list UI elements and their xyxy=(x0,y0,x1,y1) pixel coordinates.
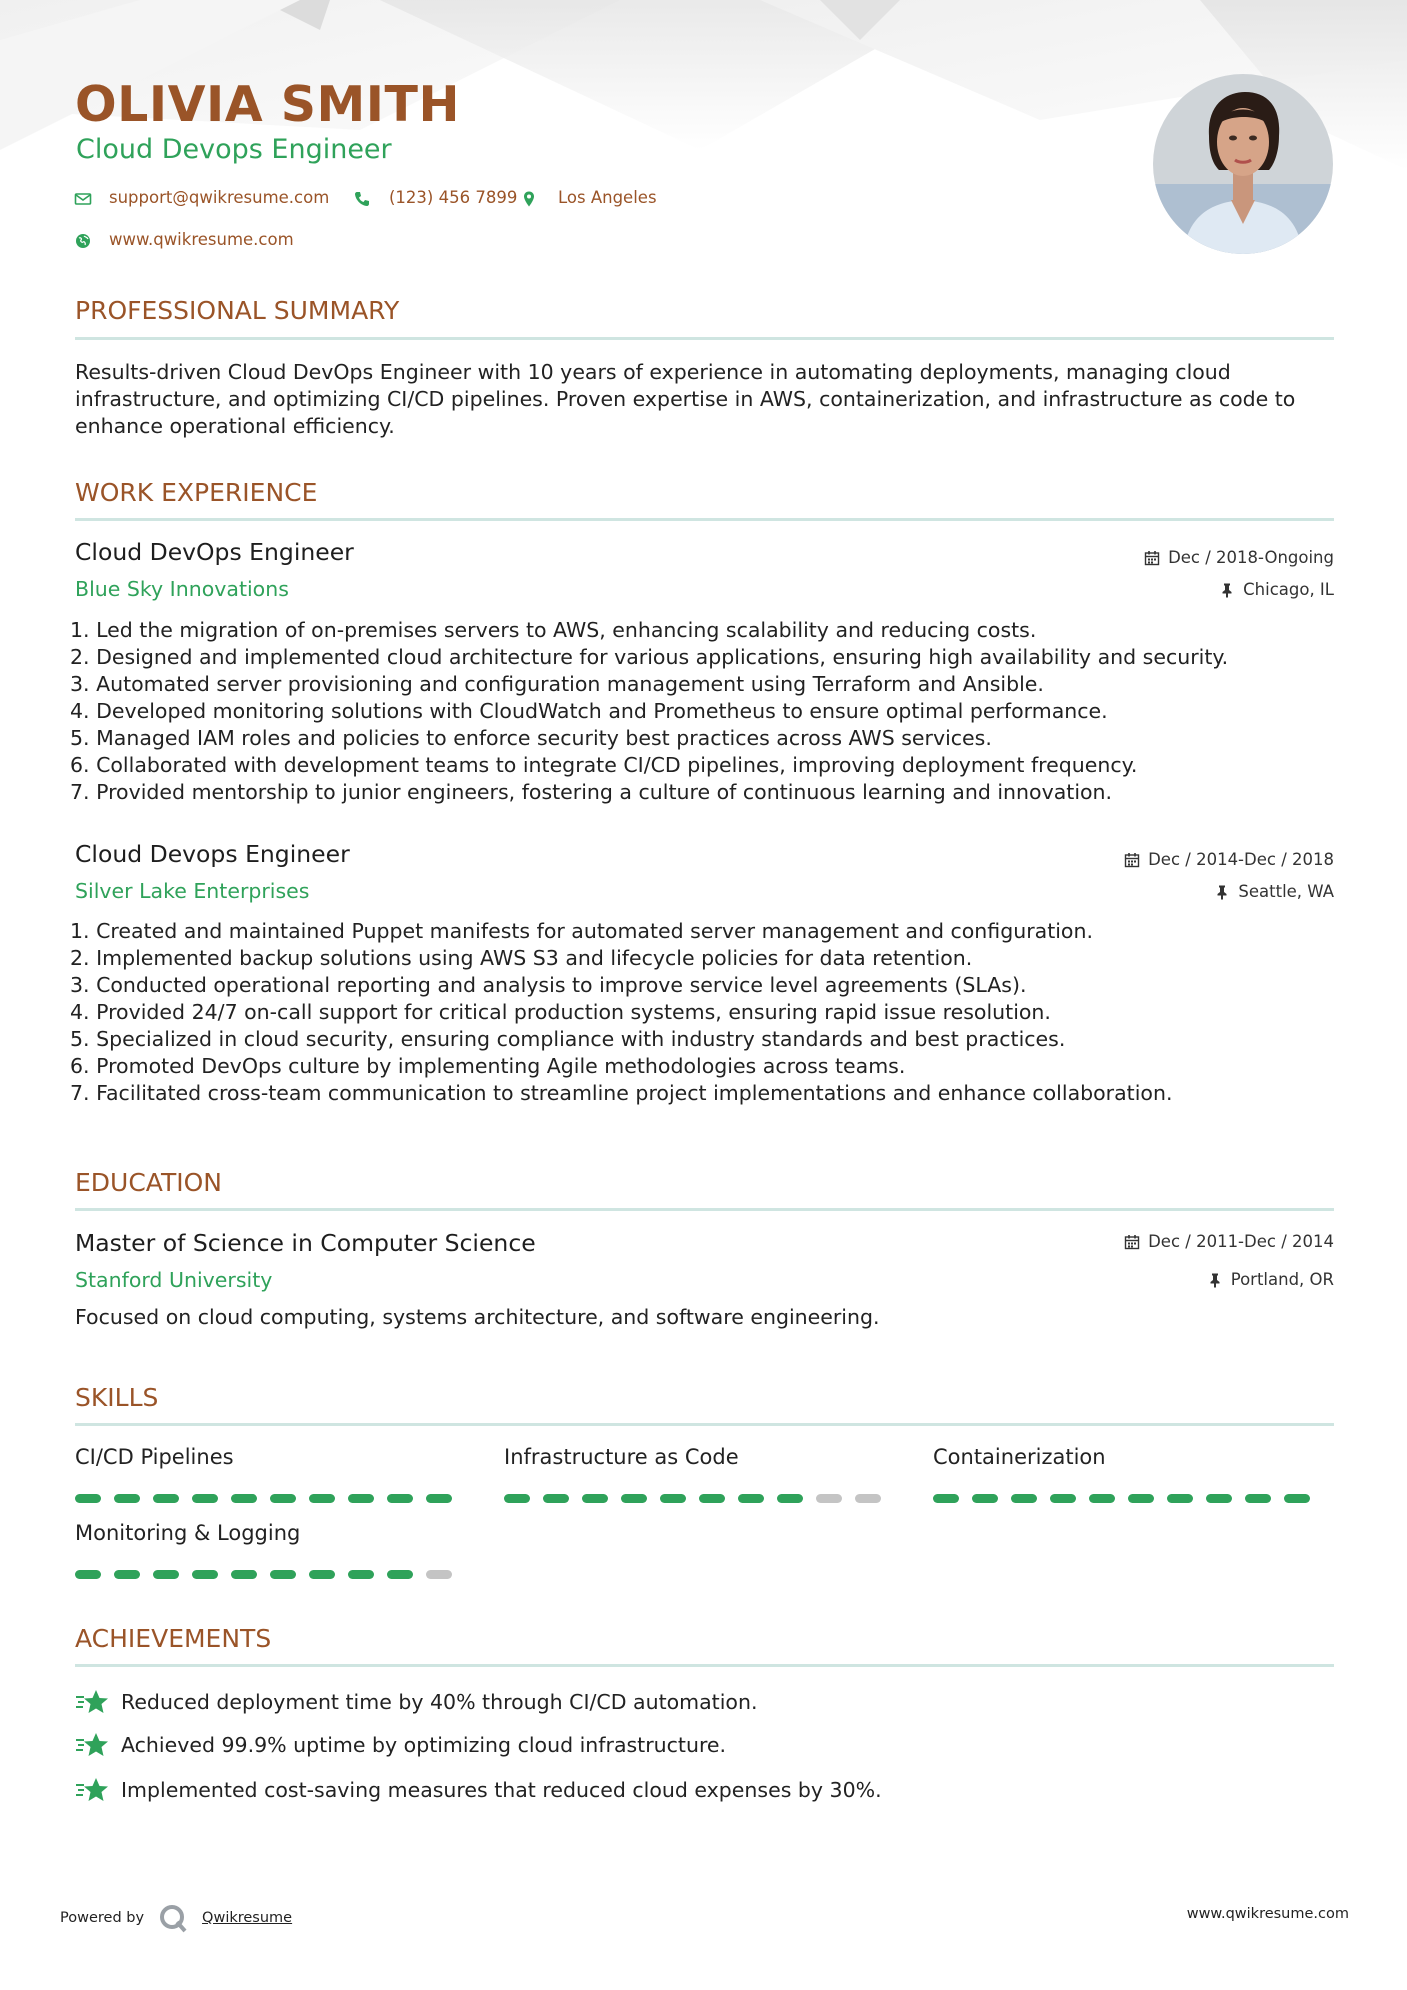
skill-name: Containerization xyxy=(933,1445,1106,1469)
job-duties-list xyxy=(70,918,1172,1107)
skill-dash xyxy=(855,1494,881,1503)
job-location xyxy=(1214,882,1334,901)
skill-dash xyxy=(426,1570,452,1579)
skill-dash xyxy=(387,1494,413,1503)
list-item: 7. Facilitated cross-team communication to streamline project implementations and enhance collaboration. xyxy=(70,1081,1173,1105)
skill-dash xyxy=(270,1494,296,1503)
degree-title: Master of Science in Computer Science xyxy=(75,1229,536,1257)
skill-dash xyxy=(270,1570,296,1579)
list-item: 4. Provided 24/7 on-call support for critical production systems, ensuring rapid issue resolution. xyxy=(70,1000,1051,1024)
calendar-icon xyxy=(1144,550,1160,566)
skill-dash xyxy=(1128,1494,1154,1503)
job-date-text: Dec / 2014-Dec / 2018 xyxy=(1148,850,1334,869)
skill-dash xyxy=(621,1494,647,1503)
skill-dash xyxy=(504,1494,530,1503)
job-location xyxy=(1219,580,1334,599)
education-location-text: Portland, OR xyxy=(1230,1270,1334,1289)
skill-dash xyxy=(816,1494,842,1503)
job-date xyxy=(1144,548,1334,567)
job-location-text: Seattle, WA xyxy=(1238,882,1334,901)
list-item: 4. Developed monitoring solutions with CloudWatch and Prometheus to ensure optimal performance. xyxy=(70,699,1108,723)
skill-dash xyxy=(1050,1494,1076,1503)
footer-url[interactable]: www.qwikresume.com xyxy=(1186,1906,1349,1922)
skill-dash xyxy=(777,1494,803,1503)
skill-dash xyxy=(114,1494,140,1503)
globe-icon xyxy=(74,232,92,250)
skill-dash xyxy=(738,1494,764,1503)
skill-dash xyxy=(1167,1494,1193,1503)
map-marker-icon xyxy=(520,190,538,208)
list-item: 3. Automated server provisioning and configuration management using Terraform and Ansible. xyxy=(70,672,1044,696)
list-item: 3. Conducted operational reporting and analysis to improve service level agreements (SLAs). xyxy=(70,973,1027,997)
skill-dash xyxy=(933,1494,959,1503)
pushpin-icon xyxy=(1207,1272,1223,1288)
skill-name: CI/CD Pipelines xyxy=(75,1445,234,1469)
job-title: Cloud Devops Engineer xyxy=(75,840,350,868)
powered-by-label: Powered by xyxy=(60,1910,145,1926)
education-date-text: Dec / 2011-Dec / 2014 xyxy=(1148,1232,1334,1251)
education-date xyxy=(1124,1232,1334,1251)
calendar-icon xyxy=(1124,1234,1140,1250)
location-text: Los Angeles xyxy=(558,188,657,207)
company-name: Silver Lake Enterprises xyxy=(75,879,310,903)
qwikresume-logo-icon xyxy=(158,1903,188,1933)
skill-dash xyxy=(192,1494,218,1503)
section-title-achievements: ACHIEVEMENTS xyxy=(75,1624,272,1653)
job-title: Cloud DevOps Engineer xyxy=(75,538,354,566)
skill-dash xyxy=(543,1494,569,1503)
list-item: 5. Specialized in cloud security, ensuring compliance with industry standards and best practices. xyxy=(70,1027,1066,1051)
skill-dash xyxy=(153,1494,179,1503)
skill-dash xyxy=(192,1570,218,1579)
skill-dash xyxy=(1089,1494,1115,1503)
pushpin-icon xyxy=(1214,884,1230,900)
skill-dash xyxy=(114,1570,140,1579)
skill-dash xyxy=(1011,1494,1037,1503)
section-divider xyxy=(75,1664,1334,1667)
star-icon xyxy=(75,1731,109,1759)
section-title-summary: PROFESSIONAL SUMMARY xyxy=(75,296,400,325)
skill-dash xyxy=(660,1494,686,1503)
skill-dash xyxy=(972,1494,998,1503)
skill-rating xyxy=(504,1494,881,1503)
skill-dash xyxy=(231,1494,257,1503)
school-name: Stanford University xyxy=(75,1268,273,1292)
list-item: 6. Collaborated with development teams to integrate CI/CD pipelines, improving deployment frequency. xyxy=(70,753,1138,777)
achievement-item xyxy=(75,1688,757,1716)
section-title-skills: SKILLS xyxy=(75,1383,159,1412)
company-name: Blue Sky Innovations xyxy=(75,577,289,601)
skill-dash xyxy=(1206,1494,1232,1503)
job-duties-list xyxy=(70,617,1228,806)
list-item: 6. Promoted DevOps culture by implementing Agile methodologies across teams. xyxy=(70,1054,906,1078)
education-description: Focused on cloud computing, systems architecture, and software engineering. xyxy=(75,1305,880,1329)
envelope-icon xyxy=(74,190,92,208)
achievement-item xyxy=(75,1731,726,1759)
skill-dash xyxy=(1245,1494,1271,1503)
skill-dash xyxy=(699,1494,725,1503)
skill-dash xyxy=(348,1494,374,1503)
pushpin-icon xyxy=(1219,582,1235,598)
phone-icon xyxy=(353,190,371,208)
section-divider xyxy=(75,1208,1334,1211)
skill-rating xyxy=(75,1570,452,1579)
job-date xyxy=(1124,850,1334,869)
list-item: 7. Provided mentorship to junior engineers, fostering a culture of continuous learning and innovation. xyxy=(70,780,1113,804)
powered-by xyxy=(60,1903,292,1933)
skill-dash xyxy=(387,1570,413,1579)
section-divider xyxy=(75,337,1334,340)
candidate-role: Cloud Devops Engineer xyxy=(76,134,392,165)
skill-rating xyxy=(75,1494,452,1503)
section-title-education: EDUCATION xyxy=(75,1168,222,1197)
list-item: 5. Managed IAM roles and policies to enforce security best practices across AWS services. xyxy=(70,726,992,750)
skill-dash xyxy=(75,1570,101,1579)
skill-name: Infrastructure as Code xyxy=(504,1445,739,1469)
list-item: 2. Designed and implemented cloud architecture for various applications, ensuring high availability and security. xyxy=(70,645,1229,669)
section-divider xyxy=(75,1423,1334,1426)
website-link[interactable]: www.qwikresume.com xyxy=(109,230,294,249)
skill-name: Monitoring & Logging xyxy=(75,1521,301,1545)
skill-rating xyxy=(933,1494,1310,1503)
skill-dash xyxy=(426,1494,452,1503)
profile-photo xyxy=(1153,74,1333,254)
achievement-text: Achieved 99.9% uptime by optimizing cloud infrastructure. xyxy=(121,1733,727,1757)
skill-dash xyxy=(348,1570,374,1579)
skill-dash xyxy=(309,1570,335,1579)
phone-number[interactable]: (123) 456 7899 xyxy=(389,188,518,207)
skill-dash xyxy=(231,1570,257,1579)
email-link[interactable]: support@qwikresume.com xyxy=(109,188,330,207)
skill-dash xyxy=(309,1494,335,1503)
calendar-icon xyxy=(1124,852,1140,868)
achievement-text: Implemented cost-saving measures that reduced cloud expenses by 30%. xyxy=(121,1778,882,1802)
job-date-text: Dec / 2018-Ongoing xyxy=(1168,548,1334,567)
list-item: 1. Led the migration of on-premises servers to AWS, enhancing scalability and reducing costs. xyxy=(70,618,1037,642)
job-location-text: Chicago, IL xyxy=(1243,580,1334,599)
achievement-item xyxy=(75,1776,882,1804)
section-divider xyxy=(75,518,1334,521)
summary-text: Results-driven Cloud DevOps Engineer with 10 years of experience in automating deployments, managing cloud infrastructure, and optimizing CI/CD pipelines. Proven expertise in AWS, containerization, and infrastructure as code to enhance operational efficiency. xyxy=(75,360,1296,438)
education-location xyxy=(1207,1270,1334,1289)
brand-link[interactable]: Qwikresume xyxy=(202,1910,293,1926)
skill-dash xyxy=(582,1494,608,1503)
skill-dash xyxy=(75,1494,101,1503)
achievement-text: Reduced deployment time by 40% through CI/CD automation. xyxy=(121,1690,758,1714)
section-title-experience: WORK EXPERIENCE xyxy=(75,478,318,507)
skill-dash xyxy=(153,1570,179,1579)
skill-dash xyxy=(1284,1494,1310,1503)
list-item: 1. Created and maintained Puppet manifests for automated server management and configuration. xyxy=(70,919,1093,943)
candidate-name: OLIVIA SMITH xyxy=(75,76,460,133)
list-item: 2. Implemented backup solutions using AWS S3 and lifecycle policies for data retention. xyxy=(70,946,973,970)
star-icon xyxy=(75,1776,109,1804)
star-icon xyxy=(75,1688,109,1716)
